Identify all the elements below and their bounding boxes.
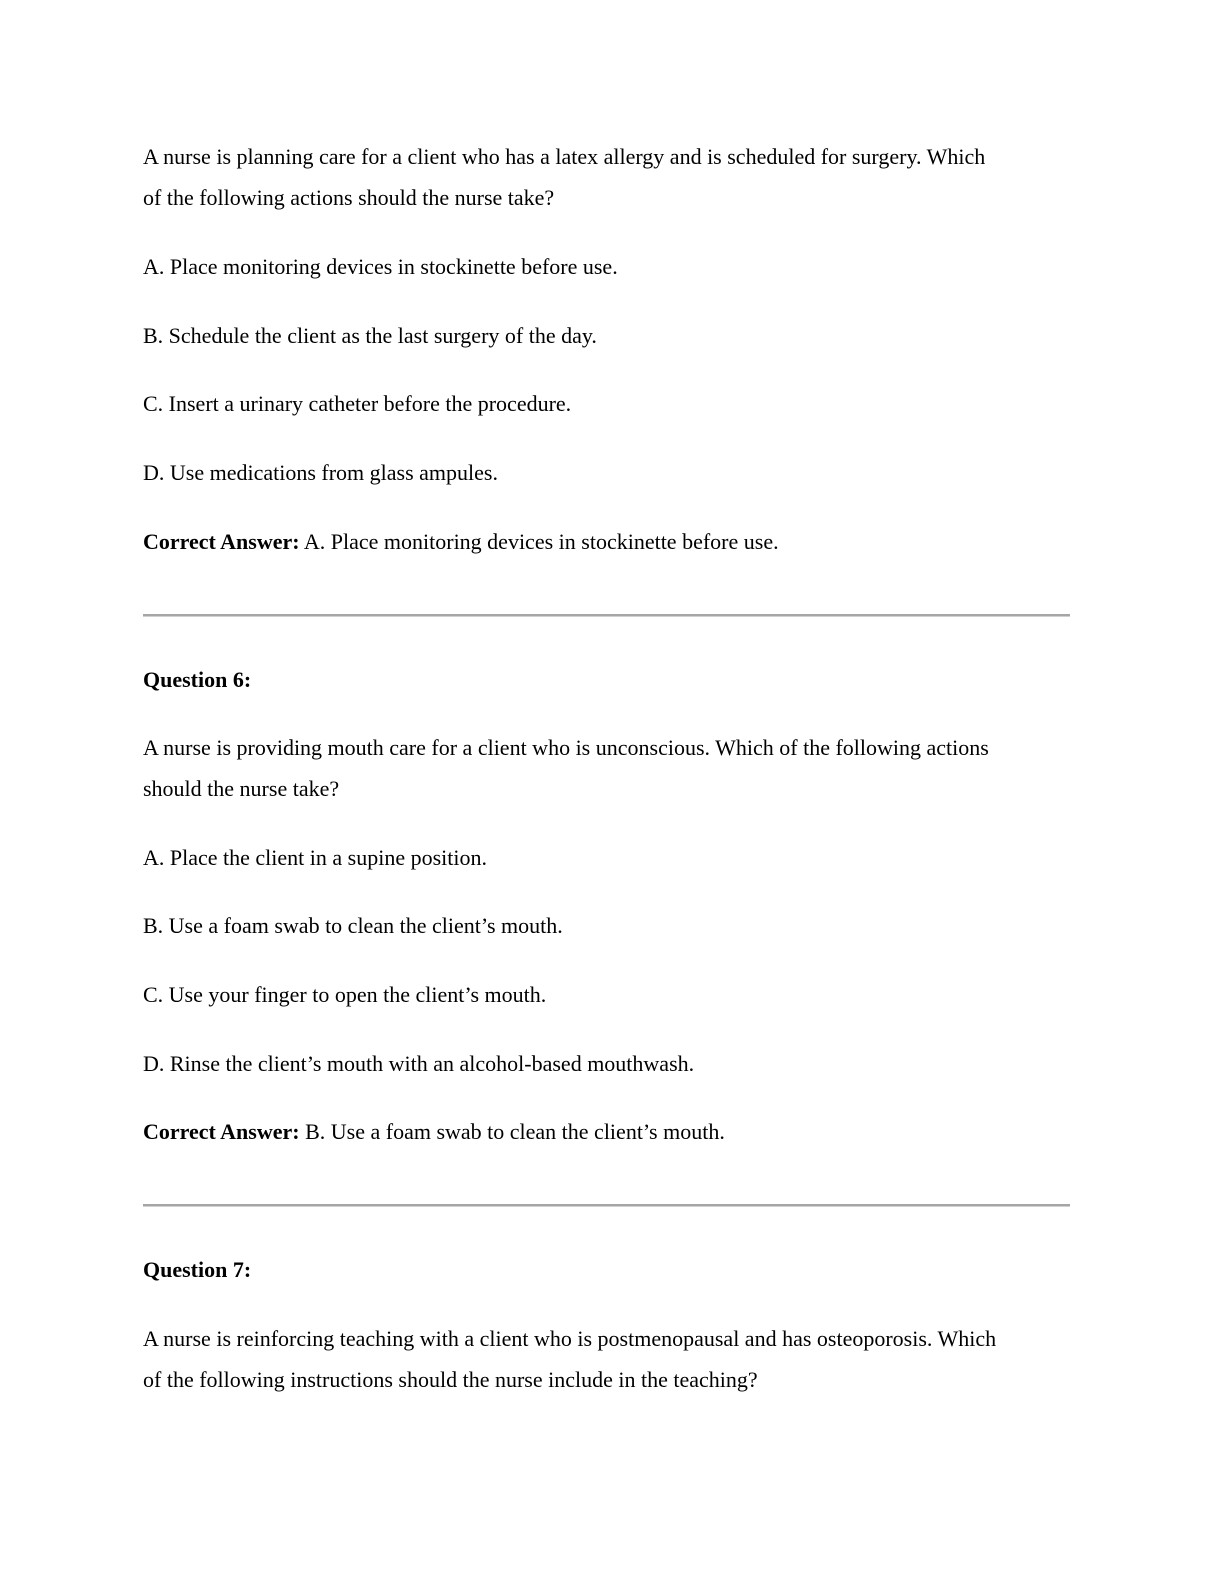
q6-option-c: C. Use your finger to open the client’s mouth. [143,982,547,1007]
q6-option-b: B. Use a foam swab to clean the client’s mouth. [143,913,563,938]
q5-answer-text: A. Place monitoring devices in stockinette before use. [299,529,779,554]
q6-option-d: D. Rinse the client’s mouth with an alcohol-based mouthwash. [143,1051,695,1076]
q7-heading: Question 7: [143,1257,252,1282]
q5-correct-answer [143,529,779,555]
q7-stem-line-1: A nurse is reinforcing teaching with a client who is postmenopausal and has osteoporosis. Which [143,1326,997,1351]
q6-correct-answer [143,1119,725,1145]
q5-answer-label: Correct Answer: [143,529,300,554]
section-divider [143,614,1070,617]
q5-stem-line-2: of the following actions should the nurse take? [143,185,555,210]
q5-option-b: B. Schedule the client as the last surgery of the day. [143,323,597,348]
q6-option-a: A. Place the client in a supine position. [143,845,487,870]
q5-stem-line-1: A nurse is planning care for a client who has a latex allergy and is scheduled for surgery. Which [143,144,986,169]
q6-stem-line-2: should the nurse take? [143,776,340,801]
q5-option-d: D. Use medications from glass ampules. [143,460,498,485]
section-divider [143,1204,1070,1207]
q6-stem-line-1: A nurse is providing mouth care for a client who is unconscious. Which of the following actions [143,735,989,760]
q6-answer-text: B. Use a foam swab to clean the client’s mouth. [299,1119,725,1144]
q5-option-a: A. Place monitoring devices in stockinette before use. [143,254,618,279]
q6-heading: Question 6: [143,667,252,692]
q7-stem-line-2: of the following instructions should the nurse include in the teaching? [143,1367,758,1392]
q6-answer-label: Correct Answer: [143,1119,300,1144]
q5-option-c: C. Insert a urinary catheter before the procedure. [143,391,572,416]
